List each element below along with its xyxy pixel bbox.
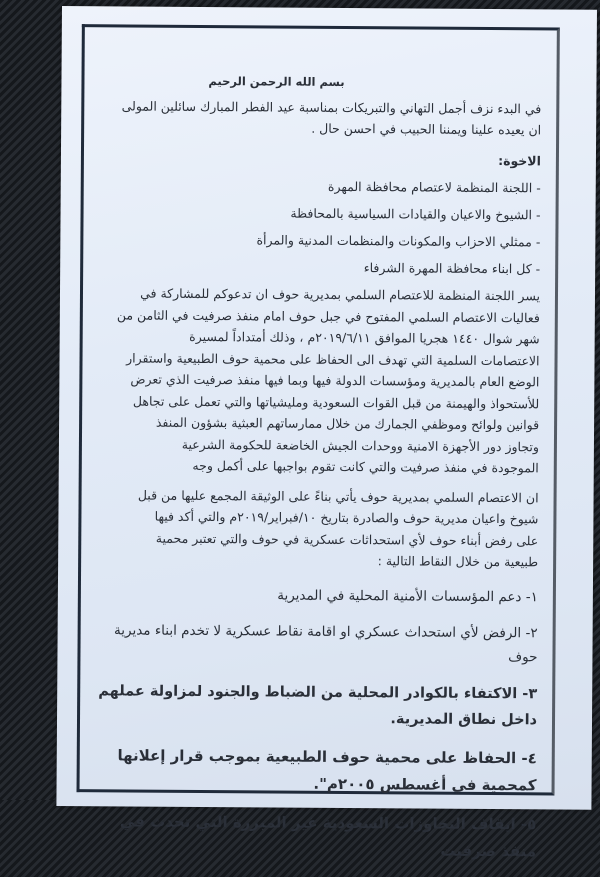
greeting-paragraph <box>101 95 541 140</box>
greeting-line: ان يعيده علينا ويمننا الحبيب في احسن حال . <box>311 120 542 138</box>
point-item: ٣- الاكتفاء بالكوادر المحلية من الضباط والجنود لمزاولة عملهم داخل نطاق المديرية. <box>98 682 538 728</box>
invitation-line: للأستحواذ والهيمنة من قبل القوات السعودية ومليشياتها والتي تعمل على تجاهل <box>132 393 540 411</box>
invitation-line: الاعتصامات السلمية التي تهدف الى الحفاظ على محمية حوف الطبيعية واستقرار <box>126 349 540 368</box>
point-item: ٤- الحفاظ على محمية حوف الطبيعية بموجب قرار إعلانها كمحمية في أغسطس ٢٠٠٥م". <box>117 745 537 794</box>
invitation-line: فعاليات الاعتصام السلمي المفتوح في جبل حوف امام منفذ صرفيت في الثامن من <box>116 306 540 325</box>
invitation-line: الوضع العام بالمديرية ومؤسسات الدولة فيها وبما فيها منفذ صرفيت الذي تعرض <box>130 371 540 390</box>
basmala-heading: بسم الله الرحمن الرحيم <box>208 74 345 89</box>
basis-line: طبيعية من خلال النقاط التالية : <box>377 553 539 570</box>
invitation-paragraph <box>99 282 540 479</box>
invitation-line: وتجاوز دور الأجهزة الامنية ووحدات الجيش الخاضعة للحكومة الشرعية <box>181 436 539 454</box>
invitation-line: يسر اللجنة المنظمة للاعتصام السلمي بمديرية حوف ان تدعوكم للمشاركة في <box>140 285 541 304</box>
basis-line: ان الاعتصام السلمي بمديرية حوف يأتي بناءً على الوثيقة المجمع عليها من قبل <box>137 487 539 505</box>
addressee-item: - الشيوخ والاعيان والقيادات السياسية بالمحافظة <box>290 205 541 223</box>
basis-line: شيوخ واعيان مديرية حوف والصادرة بتاريخ ١٠/فبراير/٢٠١٩م والتي أكد فيها <box>154 508 539 527</box>
paper-sheet <box>56 6 597 860</box>
point-item: ١- دعم المؤسسات الأمنية المحلية في المديرية <box>277 587 538 605</box>
addressee-item: - ممثلي الاحزاب والمكونات والمنظمات المدنية والمرأة <box>256 232 541 250</box>
point-item: ٥- ايقاف التجاوزات السعودية غير المبررة التي تحدث في منفذ صرفيت <box>119 811 537 860</box>
basis-paragraph <box>98 484 539 573</box>
addressee-item: - كل ابناء محافظة المهرة الشرفاء <box>363 260 541 277</box>
invitation-line: الموجودة في منفذ صرفيت والتي كانت تقوم بواجبها على أكمل وجه <box>192 457 539 476</box>
invitation-line: قوانين ولوائح وموظفي الجمارك من خلال ممارساتهم العبثية بشؤون المنفذ <box>155 414 540 433</box>
addressee-heading: الاخوة: <box>498 153 541 169</box>
addressee-list <box>100 174 541 279</box>
addressee-item: - اللجنة المنظمة لاعتصام محافظة المهرة <box>327 178 541 196</box>
greeting-line: في البدء نزف أجمل التهاني والتبريكات بمناسبة عيد الفطر المبارك سائلين المولى <box>121 98 542 117</box>
basis-line: على رفض أبناء حوف لأي استحداثات عسكرية في حوف والتي تعتبر محمية <box>155 530 539 548</box>
invitation-line: شهر شوال ١٤٤٠ هجريا الموافق ٢٠١٩/٦/١١م ، وذلك أمتداداً لمسيرة <box>189 328 540 347</box>
letter-content <box>96 46 542 877</box>
points-list <box>96 582 538 865</box>
point-item: ٢- الرفض لأي استحداث عسكري او اقامة نقاط عسكرية لا تخدم ابناء مديرية حوف <box>113 621 538 665</box>
